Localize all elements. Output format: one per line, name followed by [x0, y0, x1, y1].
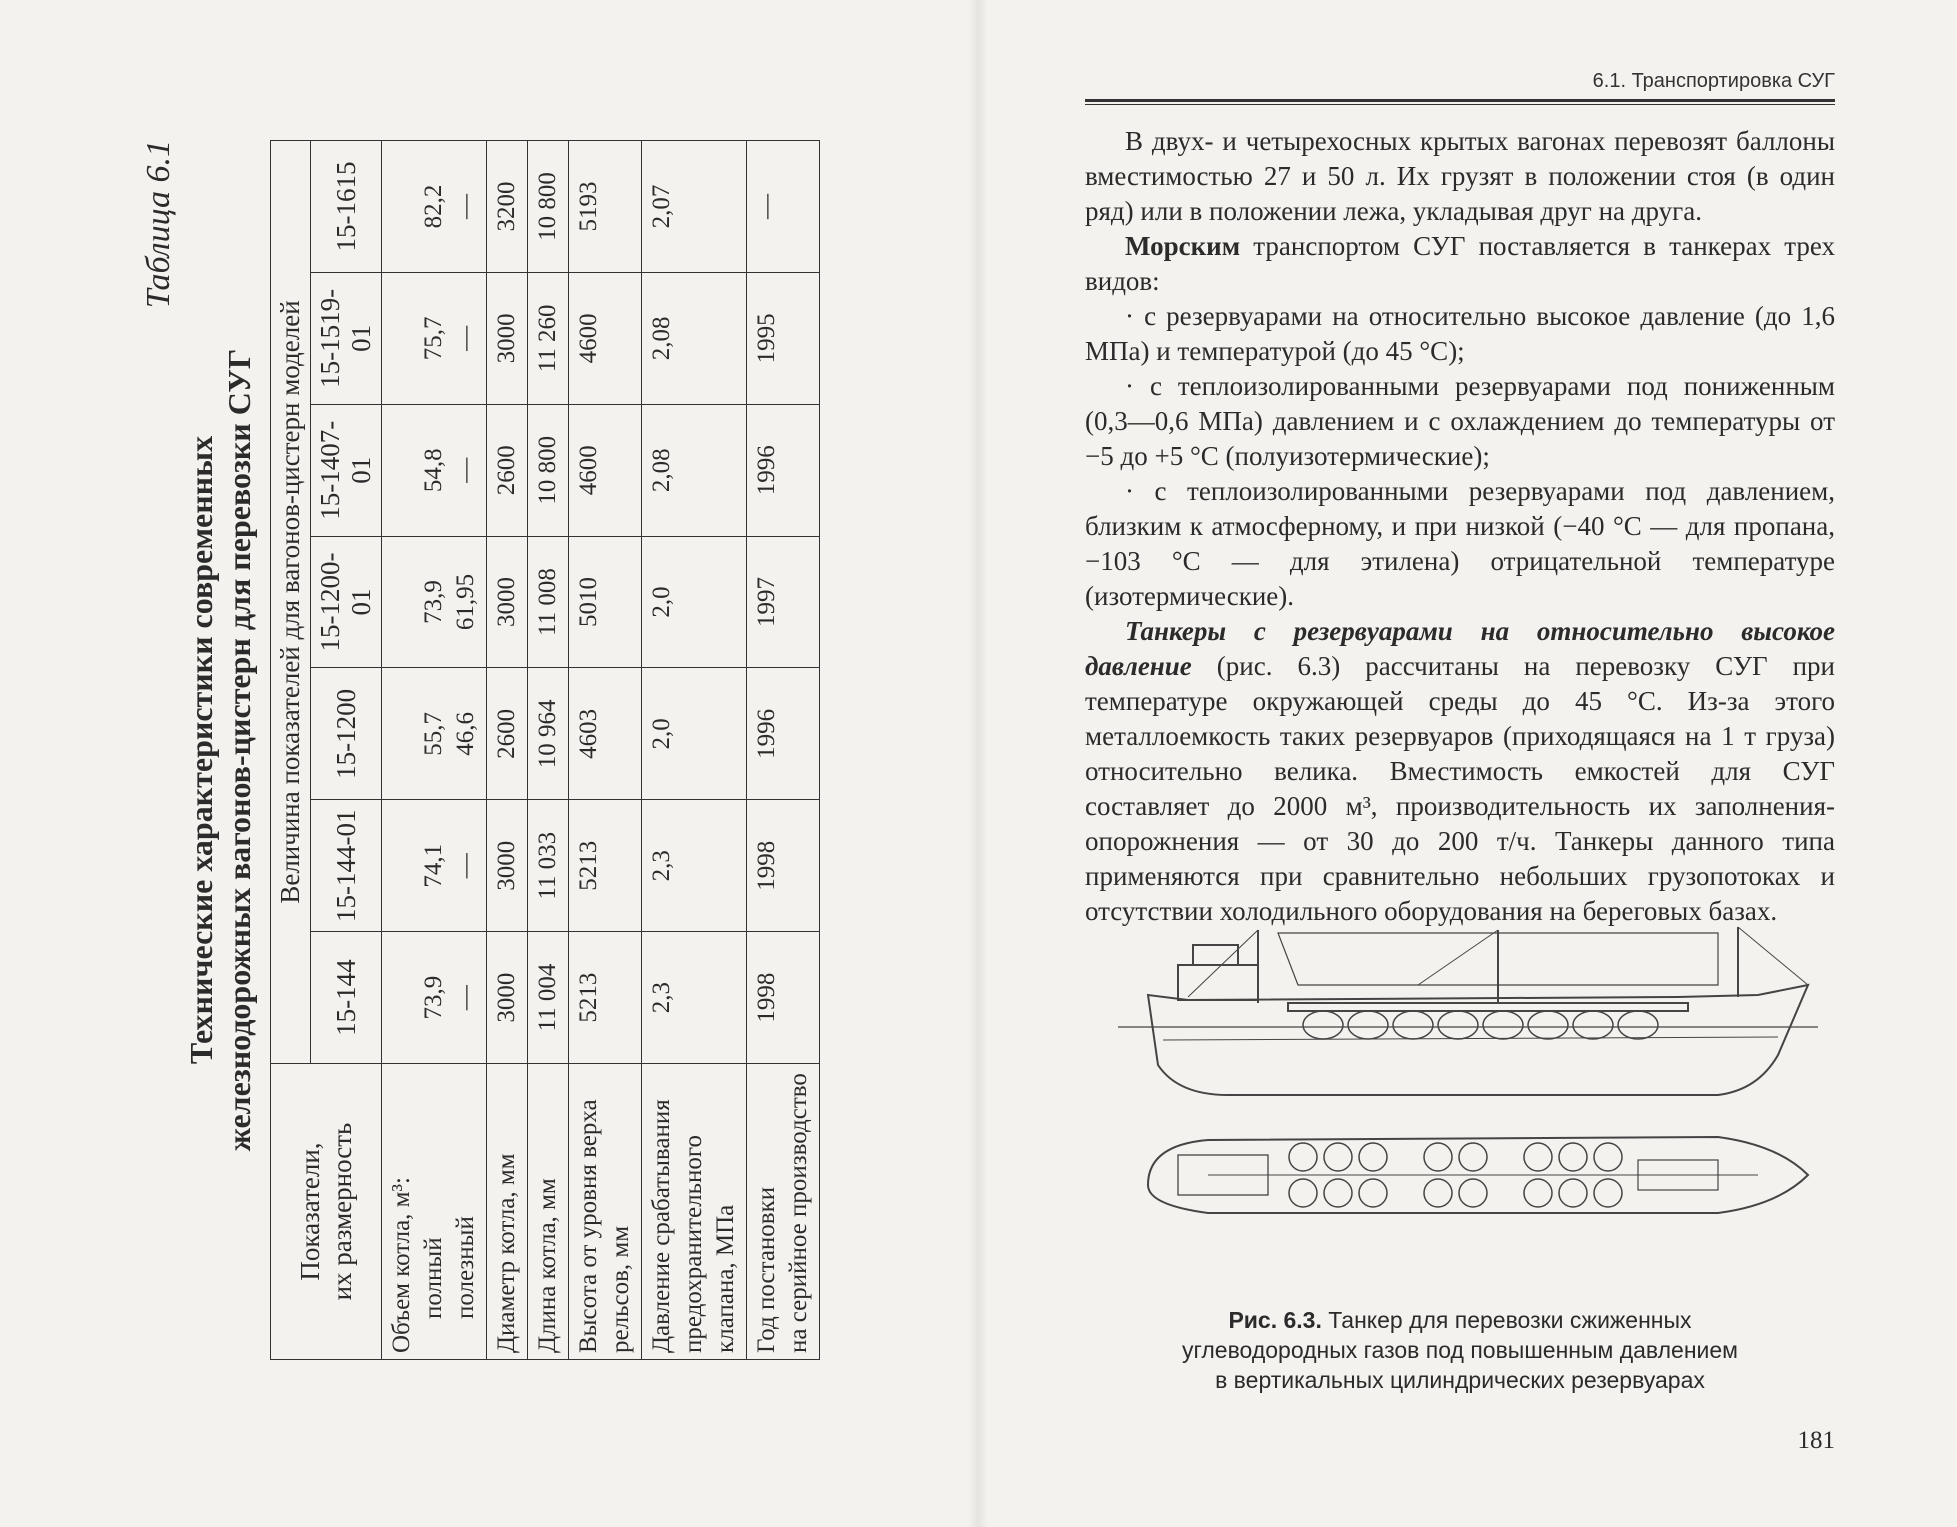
- table-cell: 10 800: [528, 141, 569, 273]
- bold-term: Морским: [1125, 231, 1241, 261]
- body-text: [1085, 124, 1835, 929]
- table-cell: 10 964: [528, 668, 569, 800]
- table-cell: —: [747, 141, 820, 273]
- paragraph: Морским транспортом СУГ поставляется в танкерах трех видов:: [1085, 231, 1835, 296]
- table-cell: 2600: [487, 404, 528, 536]
- row-label: Давление срабатывания предохранительного клапана, МПа: [642, 1064, 747, 1360]
- table-row: [382, 141, 487, 1360]
- table-title: [182, 140, 258, 1360]
- row-label: Объем котла, м³: полный полезный: [382, 1064, 487, 1360]
- table-cell: 3200: [487, 141, 528, 273]
- table-cell: 1996: [747, 404, 820, 536]
- table-cell: 10 800: [528, 404, 569, 536]
- running-head: 6.1. Транспортировка СУГ: [1592, 70, 1835, 92]
- table-cell: 3000: [487, 272, 528, 404]
- table-cell: 74,1 —: [382, 800, 487, 932]
- figure-caption: Рис. 6.3. Танкер для перевозки сжиженных углеводородных газов под повышенным давлением в вертикальных цилиндрических резервуарах: [1182, 1307, 1738, 1393]
- right-page: [978, 0, 1957, 1527]
- table-cell: 1995: [747, 272, 820, 404]
- row-label: Диаметр котла, мм: [487, 1064, 528, 1360]
- tanker-side-view: [1118, 927, 1818, 1095]
- table-cell: 3000: [487, 536, 528, 668]
- table-row: [747, 141, 820, 1360]
- table-cell: 5213: [569, 800, 642, 932]
- table-cell: 5213: [569, 932, 642, 1064]
- table-cell: 2,3: [642, 800, 747, 932]
- header-rule: [1085, 99, 1835, 105]
- table-title-line: Технические характеристики современных: [183, 435, 219, 1065]
- table-cell: 1997: [747, 536, 820, 668]
- bold-italic-term: Танкеры с резервуарами на относительно высокое давление: [1085, 616, 1835, 681]
- table-cell: 11 260: [528, 272, 569, 404]
- table-cell: 5010: [569, 536, 642, 668]
- table-cell: 2,0: [642, 668, 747, 800]
- table-cell: 2,08: [642, 272, 747, 404]
- model-header: 15-1200: [311, 668, 382, 800]
- table-cell: 82,2 —: [382, 141, 487, 273]
- model-header: 15-1200-01: [311, 536, 382, 668]
- model-header: 15-144: [311, 932, 382, 1064]
- table-cell: 2,08: [642, 404, 747, 536]
- bullet-item: · с теплоизолированными резервуарами под пониженным (0,3—0,6 МПа) давлением и с охлаждением до температуры от −5 до +5 °С (полуизотермические);: [1085, 371, 1835, 471]
- table-row: [487, 141, 528, 1360]
- table-row: [528, 141, 569, 1360]
- table-cell: 4600: [569, 272, 642, 404]
- table-title-line: железнодорожных вагонов-цистерн для перевозки СУГ: [221, 348, 257, 1152]
- row-label: Год постановки на серийное производство: [747, 1064, 820, 1360]
- row-label: Длина котла, мм: [528, 1064, 569, 1360]
- bullet-item: · с резервуарами на относительно высокое давление (до 1,6 МПа) и температурой (до 45 °С);: [1085, 301, 1835, 366]
- table-cell: 5193: [569, 141, 642, 273]
- left-page: [0, 0, 978, 1527]
- paragraph: Танкеры с резервуарами на относительно высокое давление (рис. 6.3) рассчитаны на перевозку СУГ при температуре окружающей среды до 45 °С. Из-за этого металлоемкость таких резервуаров (приходящаяся на 1 т груза) относительно велика. Вместимость емкостей для СУГ составляет до 2000 м³, производительность их заполнения-опорожнения — от 30 до 200 т/ч. Танкеры данного типа применяются при сравнительно небольших грузопотоках и отсутствии холодильного оборудования на береговых базах.: [1085, 616, 1835, 926]
- page-number: 181: [1797, 1427, 1835, 1454]
- paragraph: В двух- и четырехосных крытых вагонах перевозят баллоны вместимостью 27 и 50 л. Их грузят в положении стоя (в один ряд) или в положении лежа, укладывая друг на друга.: [1085, 126, 1835, 226]
- table-cell: 11 033: [528, 800, 569, 932]
- bullet-item: · с теплоизолированными резервуарами под давлением, близким к атмосферному, и при низкой (−40 °С — для пропана, −103 °С — для этилена) отрицательной температуре (изотермические).: [1085, 476, 1835, 611]
- table-cell: 4600: [569, 404, 642, 536]
- table-cell: 2600: [487, 668, 528, 800]
- model-header: 15-144-01: [311, 800, 382, 932]
- table-cell: 1998: [747, 932, 820, 1064]
- rotated-table-block: [140, 140, 920, 1360]
- table-cell: 2,3: [642, 932, 747, 1064]
- table-cell: 3000: [487, 800, 528, 932]
- specifications-table: [270, 140, 820, 1360]
- table-cell: 3000: [487, 932, 528, 1064]
- table-cell: 73,9 —: [382, 932, 487, 1064]
- figure-label: Рис. 6.3.: [1228, 1307, 1322, 1333]
- table-cell: 1998: [747, 800, 820, 932]
- table-cell: 11 008: [528, 536, 569, 668]
- tanker-figure: [1118, 925, 1818, 1255]
- table-cell: 75,7 —: [382, 272, 487, 404]
- table-row: [642, 141, 747, 1360]
- table-row: [569, 141, 642, 1360]
- model-header: 15-1407-01: [311, 404, 382, 536]
- row-label: Высота от уровня верха рельсов, мм: [569, 1064, 642, 1360]
- table-cell: 73,9 61,95: [382, 536, 487, 668]
- table-cell: 1996: [747, 668, 820, 800]
- header-indicators: Показатели, их размерность: [271, 1064, 382, 1360]
- table-cell: 11 004: [528, 932, 569, 1064]
- table-caption: Таблица 6.1: [140, 140, 177, 309]
- header-group: Величина показателей для вагонов-цистерн моделей: [271, 141, 311, 1064]
- model-header: 15-1615: [311, 141, 382, 273]
- table-cell: 54,8 —: [382, 404, 487, 536]
- tanker-plan-view: [1148, 1137, 1808, 1213]
- table-cell: 2,0: [642, 536, 747, 668]
- model-header: 15-1519-01: [311, 272, 382, 404]
- table-cell: 4603: [569, 668, 642, 800]
- table-cell: 2,07: [642, 141, 747, 273]
- table-cell: 55,7 46,6: [382, 668, 487, 800]
